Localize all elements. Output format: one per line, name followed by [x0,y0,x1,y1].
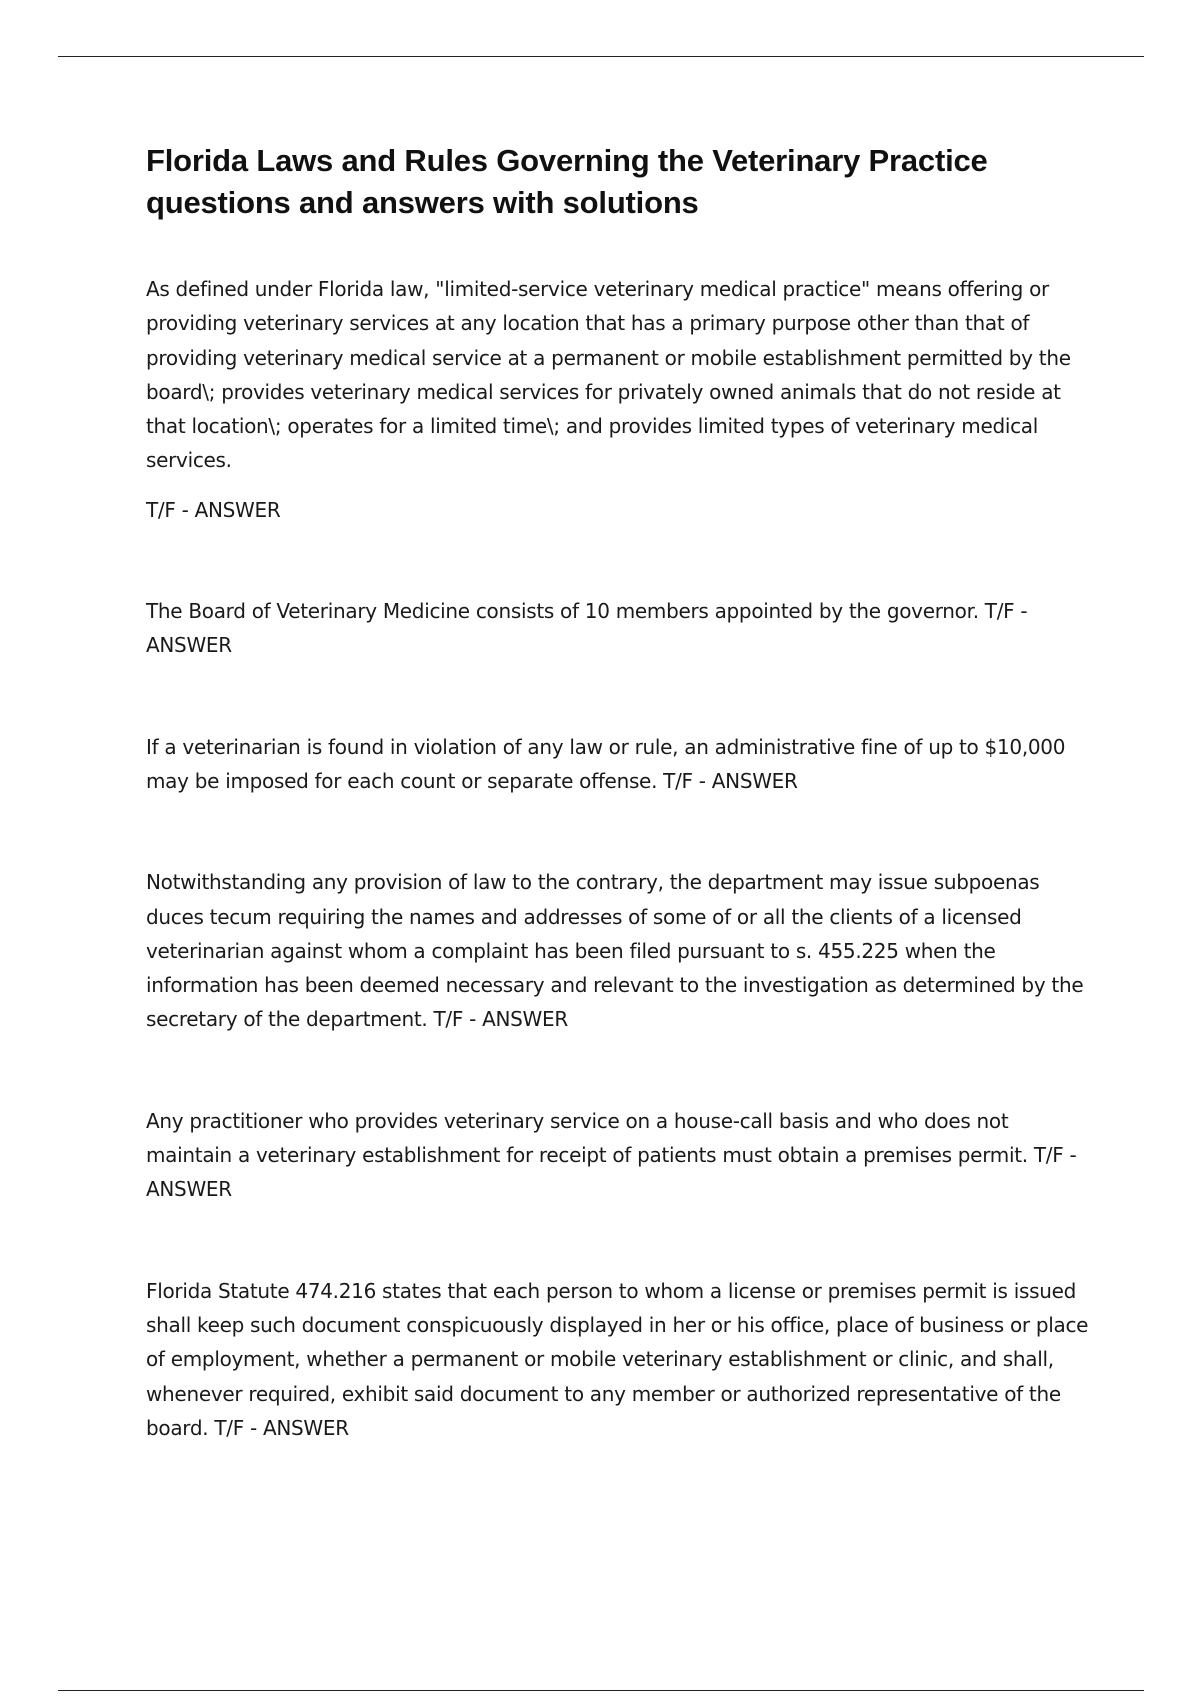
answer-label: T/F - ANSWER [146,497,281,522]
question-item [146,272,1096,527]
question-item [146,865,1096,1036]
question-item [146,730,1096,799]
question-text: Florida Statute 474.216 states that each person to whom a license or premises permit is issued shall keep such document conspicuously displayed in her or his office, place of business or place of employment, whether a permanent or mobile veterinary establishment or clinic, and shall, whenever required, exhibit said document to any member or authorized representative of the board. T/F - ANSWER [146,1278,1089,1440]
document-title: Florida Laws and Rules Governing the Veterinary Practice questions and answers with solutions [146,143,988,220]
question-text: As defined under Florida law, "limited-service veterinary medical practice" means offering or providing veterinary services at any location that has a primary purpose other than that of providing veterinary medical service at a permanent or mobile establishment permitted by the board\; provides veterinary medical services for privately owned animals that do not reside at that location\; operates for a limited time\; and provides limited types of veterinary medical services. [146,277,1071,473]
header-rule [58,56,1144,57]
question-text: Any practitioner who provides veterinary service on a house-call basis and who does not maintain a veterinary establishment for receipt of patients must obtain a premises permit. T/F - ANSWER [146,1108,1077,1202]
question-list [146,272,1096,1445]
question-text: Notwithstanding any provision of law to the contrary, the department may issue subpoenas duces tecum requiring the names and addresses of some of or all the clients of a licensed veterinarian against whom a complaint has been filed pursuant to s. 455.225 when the information has been deemed necessary and relevant to the investigation as determined by the secretary of the department. T/F - ANSWER [146,870,1084,1032]
footer-rule [58,1690,1144,1691]
question-item [146,594,1096,663]
question-text: If a veterinarian is found in violation of any law or rule, an administrative fine of up to $10,000 may be imposed for each count or separate offense. T/F - ANSWER [146,734,1066,793]
question-item [146,1104,1096,1207]
question-item [146,1274,1096,1445]
document-body [146,140,1096,1445]
question-text: The Board of Veterinary Medicine consists of 10 members appointed by the governor. T/F - ANSWER [146,599,1028,658]
